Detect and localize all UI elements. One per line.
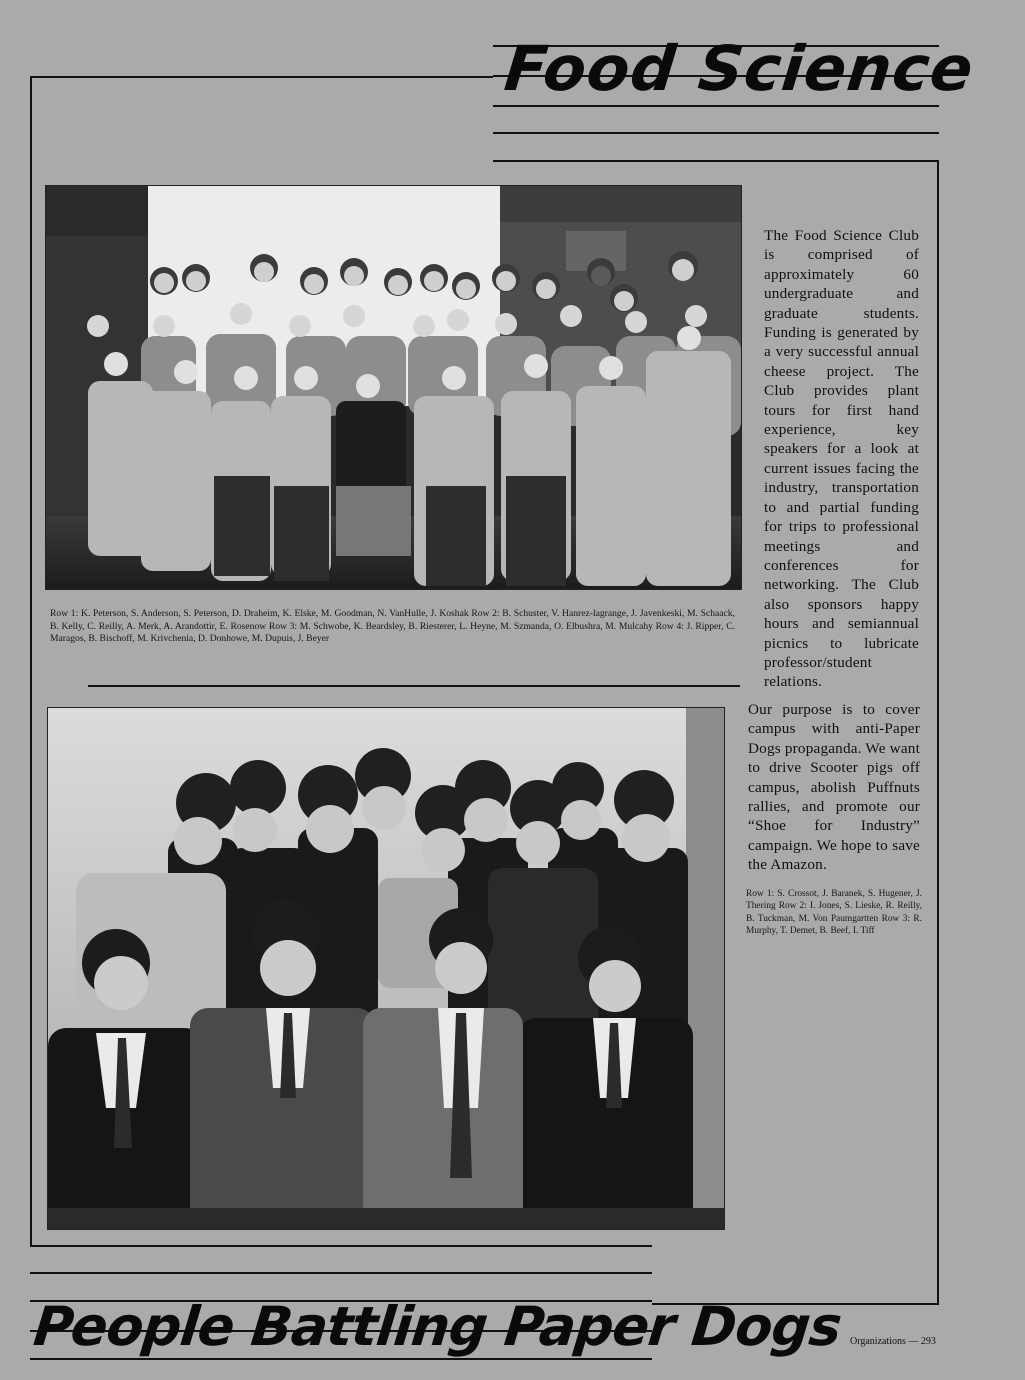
food-science-photo-art xyxy=(46,186,741,589)
section-divider-line xyxy=(88,685,740,687)
paper-dogs-group-photo xyxy=(47,707,725,1230)
paper-dogs-photo-art xyxy=(48,708,724,1229)
paper-dogs-title: People Battling Paper Dogs xyxy=(30,1295,844,1358)
page-folio: Organizations — 293 xyxy=(850,1336,936,1347)
title-rule-3 xyxy=(493,105,939,107)
food-science-body: The Food Science Club is comprised of approximately 60 undergraduate and graduate students. Funding is generated by a very successful annual cheese project. The Club provides plant tours for first hand experience, key speakers for a look at current issues facing the industry, transportation to and partial funding for trips to professional meetings and conferences for networking. The Club also sponsors happy hours and semiannual picnics to lubricate professor/student relations. xyxy=(764,227,919,691)
food-science-title: Food Science xyxy=(501,32,978,105)
bottom-rule-4 xyxy=(30,1358,652,1360)
frame-right-top-line xyxy=(493,160,939,162)
paper-dogs-body: Our purpose is to cover campus with anti-Paper Dogs propaganda. We want to drive Scooter pigs off campus, abolish Puffnuts rallies, and promote our “Shoe for Industry” campaign. We hope to save the Amazon. xyxy=(748,701,921,874)
frame-right-line xyxy=(937,160,939,1305)
paper-dogs-caption: Row 1: S. Crossot, J. Baranek, S. Hugener, J. Thering Row 2: I. Jones, S. Lieske, R. Reilly, B. Tuckman, M. Von Paumgartten Row 3: R. Murphy, T. Demet, B. Beef, I. Tiff xyxy=(746,889,922,936)
food-science-caption: Row 1: K. Peterson, S. Anderson, S. Peterson, D. Draheim, K. Elske, M. Goodman, N. VanHulle, J. Koshak Row 2: B. Schuster, V. Hanrez-lagrange, J. Javenkeski, M. Schaack, B. Kelly, C. Reilly, A. Merk, A. Arandottir, E. Rosenow Row 3: M. Schwobe, K. Beardsley, B. Riesterer, L. Heyne, M. Szmanda, O. Elbushra, M. Mulcahy Row 4: J. Ripper, C. Maragos, B. Bischoff, M. Krivchenia, D. Donhowe, M. Dupuis, J. Beyer xyxy=(50,608,735,645)
food-science-group-photo xyxy=(45,185,742,590)
frame-top-line xyxy=(30,76,493,78)
title-rule-4 xyxy=(493,132,939,134)
frame-bottom-line xyxy=(30,1245,652,1247)
frame-left-line xyxy=(30,76,32,1247)
bottom-rule-1 xyxy=(30,1272,652,1274)
